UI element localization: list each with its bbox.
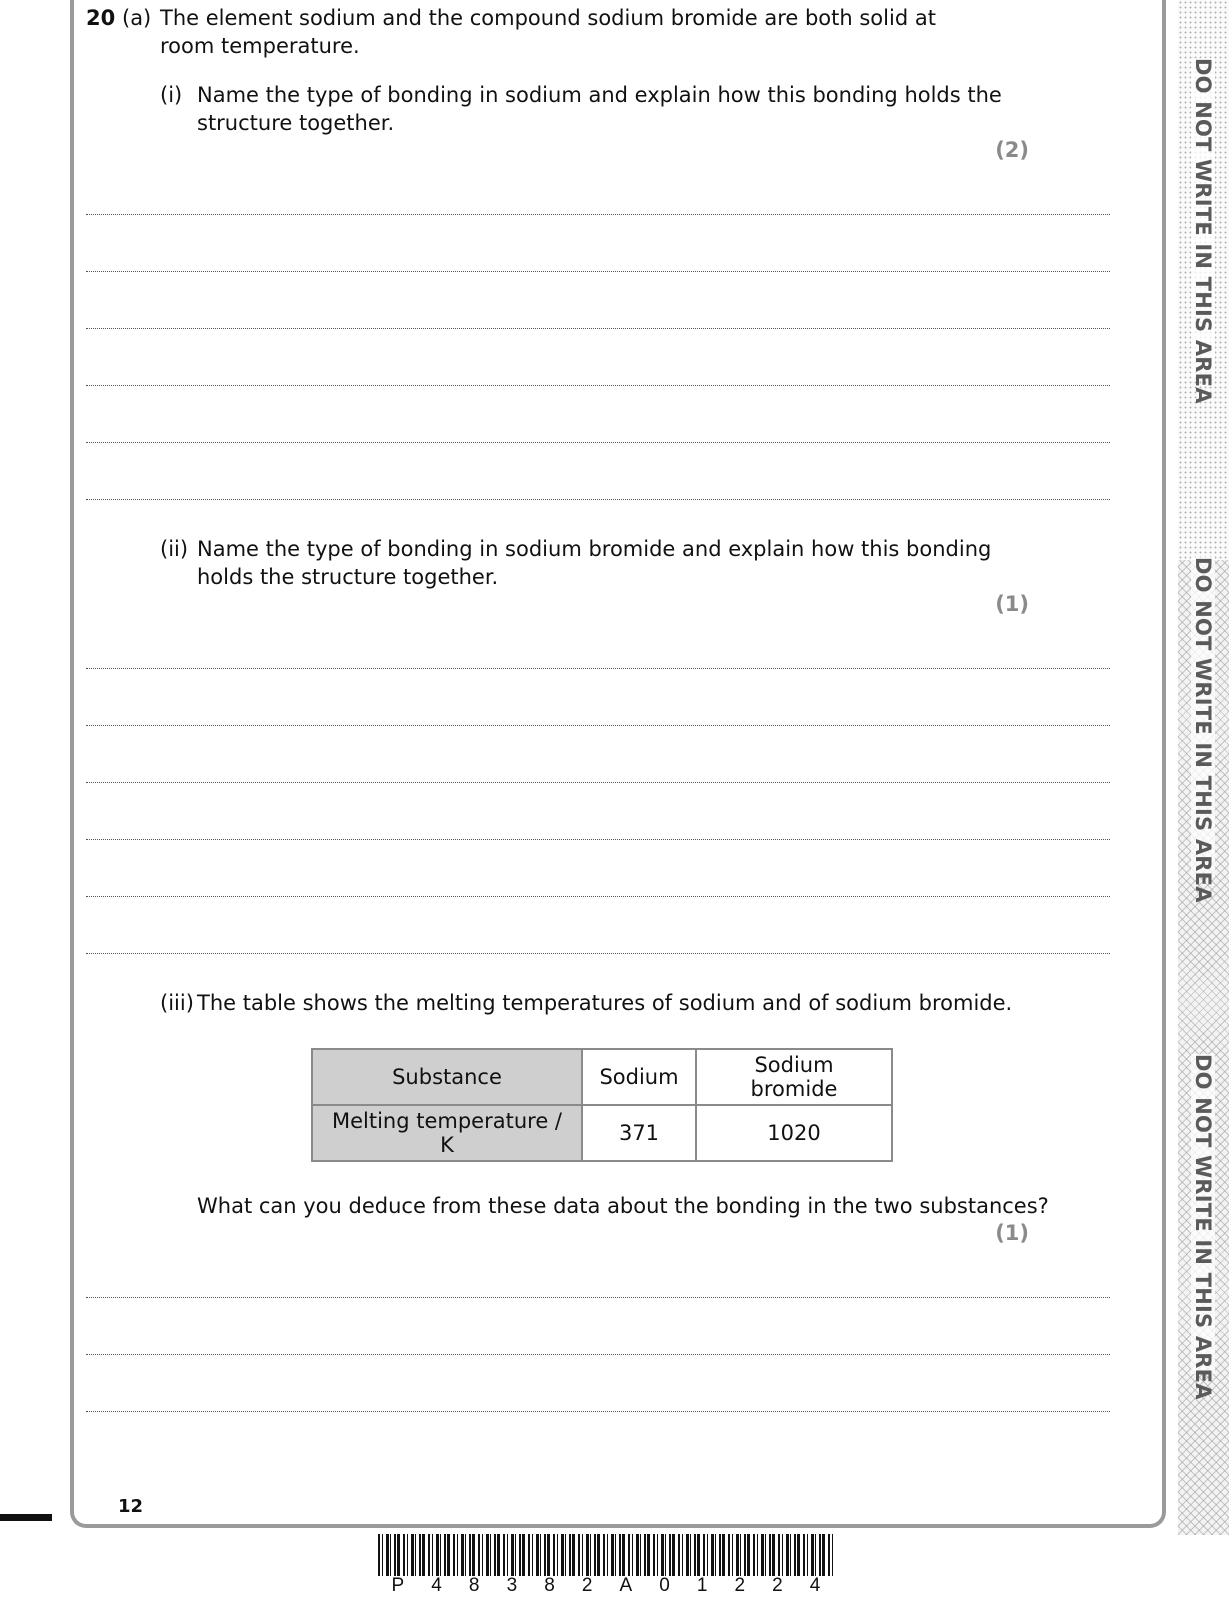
barcode-char: 8 [468, 1575, 480, 1596]
part-i-line-1: Name the type of bonding in sodium and explain how this bonding holds the [197, 83, 1002, 107]
answer-line[interactable] [86, 668, 1110, 669]
part-i-marks: (2) [995, 138, 1029, 162]
barcode-char: 3 [506, 1575, 518, 1596]
part-a-label: (a) [122, 6, 152, 30]
page-edge-mark [0, 1514, 52, 1521]
margin-warning-3: DO NOT WRITE IN THIS AREA [1191, 1054, 1215, 1400]
part-ii-line-1: Name the type of bonding in sodium bromide and explain how this bonding [197, 537, 992, 561]
barcode-text [378, 1576, 834, 1596]
barcode-char: A [619, 1575, 633, 1596]
answer-line[interactable] [86, 385, 1110, 386]
table-header-cell: Substance [312, 1049, 582, 1105]
answer-line[interactable] [86, 725, 1110, 726]
barcode-char: 2 [734, 1575, 746, 1596]
margin-warning-2: DO NOT WRITE IN THIS AREA [1191, 557, 1215, 903]
answer-line[interactable] [86, 896, 1110, 897]
part-ii-line-2: holds the structure together. [197, 565, 499, 589]
barcode-char: 2 [581, 1575, 593, 1596]
intro-line-2: room temperature. [160, 34, 360, 58]
page-number: 12 [118, 1496, 144, 1517]
margin-warning-1: DO NOT WRITE IN THIS AREA [1191, 58, 1215, 404]
table-row-label: Melting temperature / K [312, 1105, 582, 1161]
answer-line[interactable] [86, 1297, 1110, 1298]
part-ii-label: (ii) [160, 537, 189, 561]
table-header-cell: Sodium [582, 1049, 696, 1105]
barcode-char: 2 [772, 1575, 783, 1596]
intro-line-1: The element sodium and the compound sodium bromide are both solid at [160, 6, 936, 30]
answer-line[interactable] [86, 442, 1110, 443]
table-row [312, 1105, 892, 1161]
part-i-label: (i) [160, 83, 183, 107]
part-iii-question: What can you deduce from these data about the bonding in the two substances? [197, 1194, 1049, 1218]
table-cell: 371 [582, 1105, 696, 1161]
answer-line[interactable] [86, 328, 1110, 329]
part-iii-marks: (1) [995, 1221, 1029, 1245]
melting-temperature-table [311, 1048, 893, 1162]
answer-line[interactable] [86, 214, 1110, 215]
part-iii-line-1: The table shows the melting temperatures of sodium and of sodium bromide. [197, 991, 1013, 1015]
question-number: 20 [86, 6, 116, 30]
answer-line[interactable] [86, 782, 1110, 783]
part-iii-label: (iii) [160, 991, 194, 1015]
answer-line[interactable] [86, 1411, 1110, 1412]
page-frame [70, 0, 1166, 1528]
barcode-char: 4 [431, 1575, 442, 1596]
answer-line[interactable] [86, 499, 1110, 500]
table-row [312, 1049, 892, 1105]
barcode-char: P [391, 1575, 405, 1596]
part-i-line-2: structure together. [197, 111, 395, 135]
barcode-char: 1 [696, 1575, 708, 1596]
answer-line[interactable] [86, 953, 1110, 954]
barcode-char: 4 [809, 1575, 821, 1596]
table-cell: 1020 [696, 1105, 892, 1161]
answer-line[interactable] [86, 839, 1110, 840]
table-header-cell: Sodium bromide [696, 1049, 892, 1105]
barcode-char: 8 [544, 1575, 555, 1596]
part-ii-marks: (1) [995, 592, 1029, 616]
margin-strip [1178, 0, 1229, 1535]
answer-line[interactable] [86, 1354, 1110, 1355]
answer-line[interactable] [86, 271, 1110, 272]
barcode-char: 0 [659, 1575, 670, 1596]
barcode [378, 1534, 834, 1576]
